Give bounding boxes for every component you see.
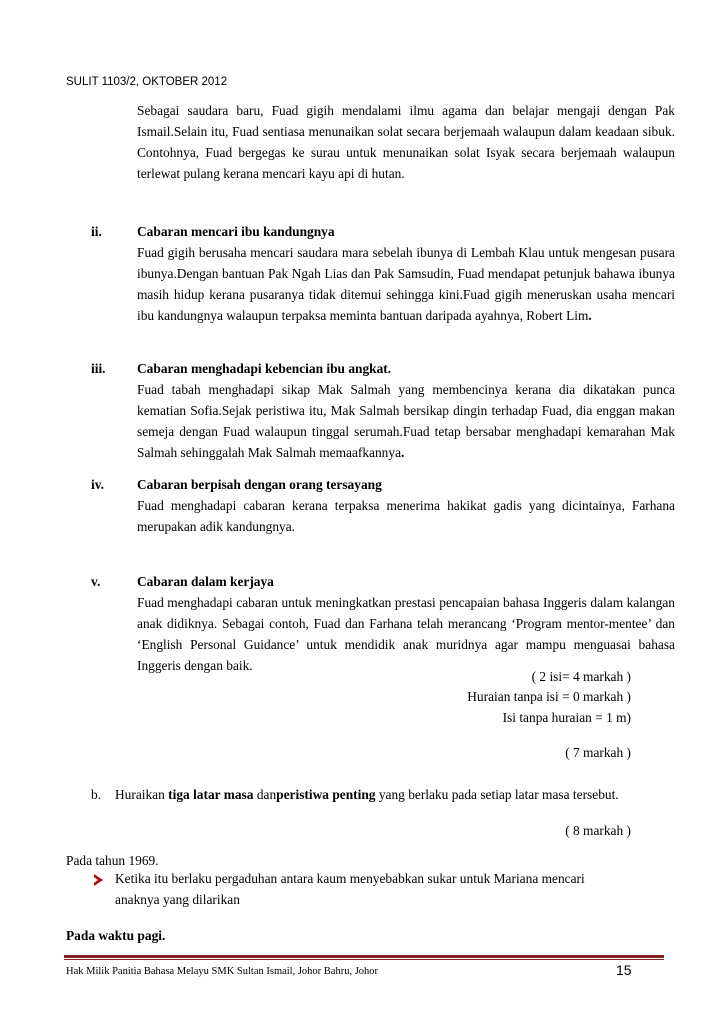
item-text: Fuad gigih berusaha mencari saudara mara sebelah ibunya di Lembah Klau untuk mengesan pusara ibunya.Dengan bantuan Pak Ngah Lias dan Pak Samsudin, Fuad mendapat petunjuk bahawa ibunya masih hidup kerana pusaranya tidak ditemui sehingga kini.Fuad gigih meneruskan usaha mencari ibu kandungnya walaupun terpaksa meminta bantuan daripada ayahnya, Robert Lim (137, 245, 675, 323)
item-number: iv. (91, 477, 105, 492)
section-heading: Pada waktu pagi. (66, 928, 166, 943)
question-b (115, 784, 632, 805)
footer-text: Hak Milik Panitia Bahasa Melayu SMK Sultan Ismail, Johor Bahru, Johor (66, 966, 379, 977)
item-text: Fuad menghadapi cabaran kerana terpaksa menerima hakikat gadis yang dicintainya, Farhana merupakan adik kandungnya. (137, 498, 675, 534)
page-number: 15 (616, 962, 632, 978)
item-title: Cabaran menghadapi kebencian ibu angkat. (137, 361, 392, 376)
item-end: . (588, 308, 592, 323)
item-text: Fuad tabah menghadapi sikap Mak Salmah yang membencinya kerana dia dikatakan punca kematian Sofia.Sejak peristiwa itu, Mak Salmah bersikap dingin terhadap Fuad, dia enggan makan semeja dengan Fuad walaupun tinggal serumah.Fuad tetap bersabar menghadapi kemarahan Mak Salmah sehinggalah Mak Salmah memaafkannya (137, 382, 675, 460)
marks-total: ( 7 markah ) (565, 745, 631, 760)
page-header: SULIT 1103/2, OKTOBER 2012 (66, 76, 228, 88)
footer-divider (64, 959, 664, 960)
question-text: Huraikan (115, 787, 169, 802)
marks-line: ( 2 isi= 4 markah ) (531, 669, 631, 684)
arrow-bullet-icon (94, 874, 103, 886)
item-number: iii. (91, 361, 106, 376)
question-label: b. (91, 787, 102, 802)
intro-paragraph: Sebagai saudara baru, Fuad gigih mendalami ilmu agama dan belajar mengaji dengan Pak Ismail.Selain itu, Fuad sentiasa menunaikan solat secara berjemaah walaupun dalam keadaan sibuk. Contohnya, Fuad bergegas ke surau untuk menunaikan solat Isyak secara berjemaah walaupun terlewat pulang kerana mencari kayu api di hutan. (137, 103, 675, 181)
bullet-text: Ketika itu berlaku pergaduhan antara kaum menyebabkan sukar untuk Mariana mencari anaknya yang dilarikan (115, 871, 585, 907)
question-marks: ( 8 markah ) (565, 823, 631, 838)
item-title: Cabaran dalam kerjaya (137, 574, 274, 589)
item-end: . (401, 445, 405, 460)
section-heading: Pada tahun 1969. (66, 853, 159, 868)
list-item (137, 571, 675, 676)
item-title: Cabaran berpisah dengan orang tersayang (137, 477, 382, 492)
list-item (137, 221, 675, 326)
item-number: v. (91, 574, 101, 589)
footer-divider (64, 955, 664, 958)
item-title: Cabaran mencari ibu kandungnya (137, 224, 335, 239)
question-text: dan (253, 787, 277, 802)
question-text: yang berlaku pada setiap latar masa tersebut. (375, 787, 619, 802)
item-number: ii. (91, 224, 102, 239)
marks-line: Isi tanpa huraian = 1 m) (502, 710, 631, 725)
list-item (137, 474, 675, 537)
list-item (137, 358, 675, 463)
item-text: Fuad menghadapi cabaran untuk meningkatkan prestasi pencapaian bahasa Inggeris dalam kalangan anak didiknya. Sebagai contoh, Fuad dan Farhana telah merancang ‘Program mentor-mentee’ dan ‘English Personal Guidance’ untuk mendidik anak muridnya agar mampu menguasai bahasa Inggeris dengan baik. (137, 595, 675, 673)
marks-line: Huraian tanpa isi = 0 markah ) (467, 689, 631, 704)
question-bold: peristiwa penting (276, 787, 376, 802)
question-bold: tiga latar masa (168, 787, 254, 802)
